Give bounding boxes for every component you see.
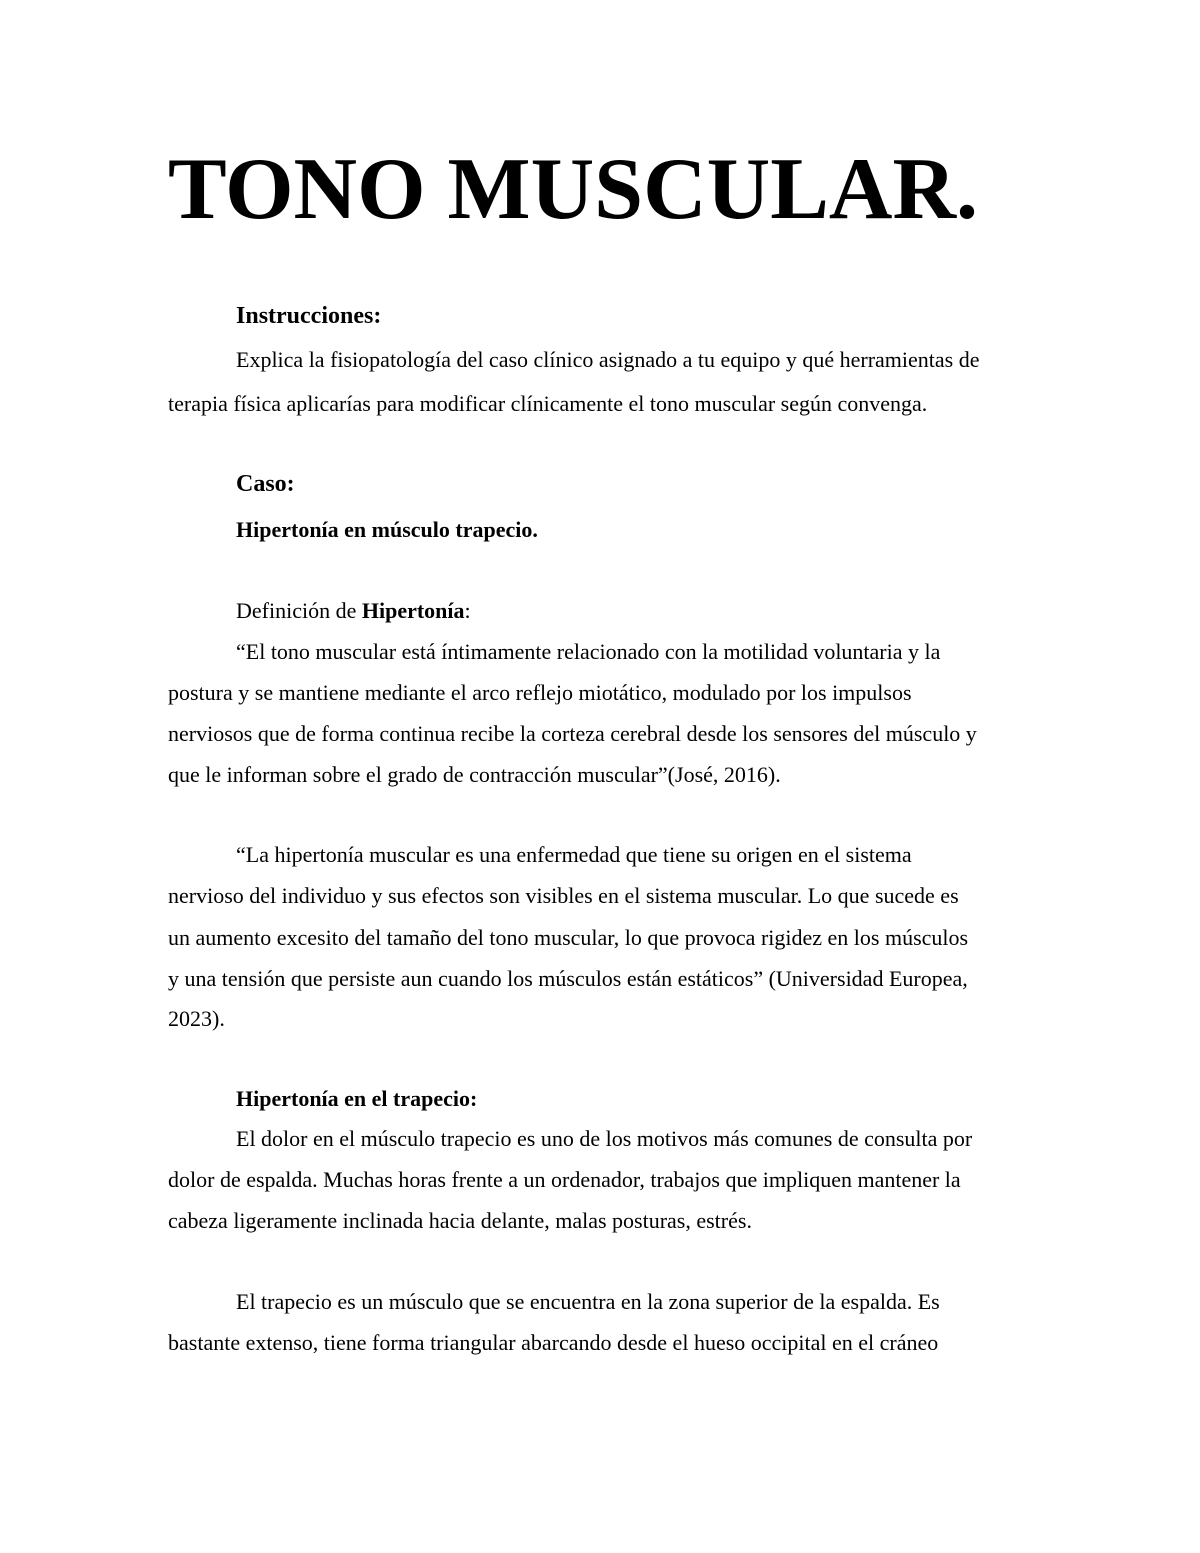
quote2-line-5: 2023). <box>168 1006 225 1031</box>
quote2-line-2: nervioso del individuo y sus efectos son visibles en el sistema muscular. Lo que sucede es <box>168 883 959 908</box>
quote1-line-3: nerviosos que de forma continua recibe la corteza cerebral desde los sensores del músculo y <box>168 721 977 746</box>
document-title: TONO MUSCULAR. <box>168 141 979 238</box>
definition-label-suffix: : <box>464 598 471 623</box>
trapezius-para2-line-1: El trapecio es un músculo que se encuentra en la zona superior de la espalda. Es <box>236 1289 940 1314</box>
definition-label-prefix: Definición de <box>236 598 362 623</box>
instructions-line-2: terapia física aplicarías para modificar clínicamente el tono muscular según convenga. <box>168 391 928 416</box>
instructions-line-1: Explica la fisiopatología del caso clínico asignado a tu equipo y qué herramientas de <box>236 347 980 372</box>
instructions-heading: Instrucciones: <box>236 303 382 329</box>
quote1-line-1: “El tono muscular está íntimamente relacionado con la motilidad voluntaria y la <box>236 639 941 664</box>
definition-label <box>236 597 471 625</box>
definition-label-term: Hipertonía <box>361 598 465 623</box>
trapezius-para2-line-2: bastante extenso, tiene forma triangular abarcando desde el hueso occipital en el cráneo <box>168 1330 939 1355</box>
quote1-line-2: postura y se mantiene mediante el arco reflejo miotático, modulado por los impulsos <box>168 680 912 705</box>
quote2-line-1: “La hipertonía muscular es una enfermedad que tiene su origen en el sistema <box>236 842 912 867</box>
quote1-line-4: que le informan sobre el grado de contracción muscular”(José, 2016). <box>168 762 781 787</box>
trapezius-para1-line-2: dolor de espalda. Muchas horas frente a un ordenador, trabajos que impliquen mantener la <box>168 1167 961 1192</box>
quote2-line-3: un aumento excesito del tamaño del tono muscular, lo que provoca rigidez en los músculos <box>168 925 969 950</box>
case-subheading: Hipertonía en músculo trapecio. <box>236 517 538 542</box>
trapezius-para1-line-1: El dolor en el músculo trapecio es uno de los motivos más comunes de consulta por <box>236 1126 973 1151</box>
trapezius-para1-line-3: cabeza ligeramente inclinada hacia delante, malas posturas, estrés. <box>168 1208 752 1233</box>
case-heading: Caso: <box>236 471 295 497</box>
quote2-line-4: y una tensión que persiste aun cuando los músculos están estáticos” (Universidad Europea, <box>168 966 968 991</box>
trapezius-heading: Hipertonía en el trapecio: <box>236 1086 478 1111</box>
